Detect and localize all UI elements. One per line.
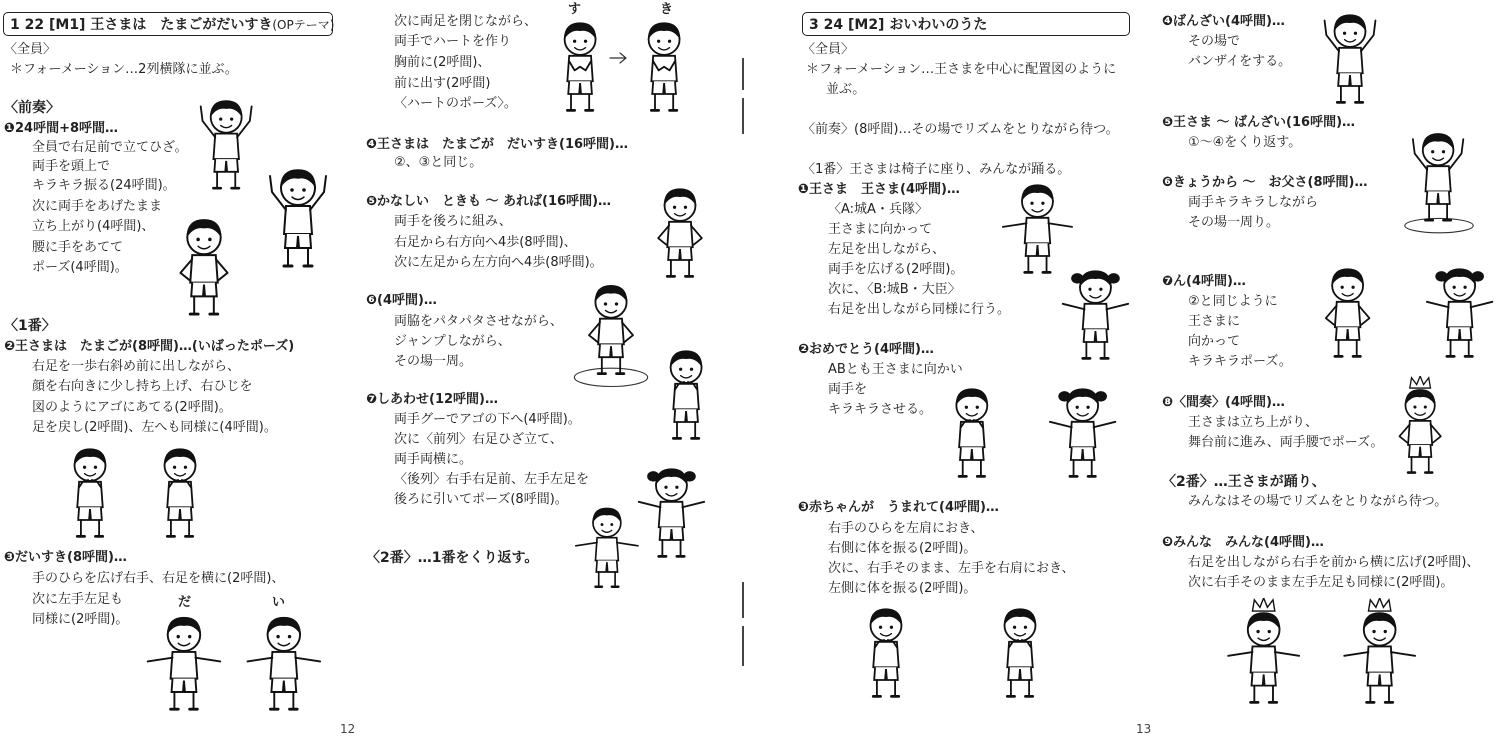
text-line: キラキラさせる。 [828, 402, 933, 417]
text-line: その場一周。 [394, 354, 473, 369]
text-line: 両手グーでアゴの下へ(4呼間)。 [394, 412, 581, 427]
text-line: 王さまは立ち上がり、 [1188, 415, 1319, 430]
all-label: 〈全員〉 [4, 42, 57, 57]
text-line: 両手を広げる(2呼間)。 [828, 262, 964, 277]
text-line: 立ち上がり(4呼間)、 [32, 219, 155, 234]
text-line: 次に両手をあげたまま [32, 199, 163, 214]
child-figure-icon [188, 90, 268, 190]
step7-heading: ❼ん(4呼間)… [1162, 274, 1246, 289]
text-line: 次に〈前列〉右足ひざ立て、 [394, 432, 563, 447]
gutter-mark [742, 98, 744, 134]
text-line: 前に出す(2呼間) [394, 76, 491, 91]
page-number: 12 [340, 722, 356, 736]
girl-figure-icon [1034, 380, 1124, 480]
gutter-mark [742, 626, 744, 666]
text-line: 王さまに向かって [828, 222, 933, 237]
child-figure-icon [138, 608, 228, 713]
step1-heading: ❶24呼間+8呼間… [4, 121, 119, 136]
text-line: 手のひらを広げ右手、右足を横に(2呼間)、 [32, 571, 285, 586]
motion-arrow-icon [608, 48, 632, 68]
text-line: 両手キラキラしながら [1188, 195, 1319, 210]
verse1-heading: 〈1番〉 [4, 318, 56, 334]
title-sub: (OPテーマ) [272, 18, 335, 32]
step9-heading: ❾みんな みんな(4呼間)… [1162, 535, 1324, 550]
child-figure-icon [630, 14, 700, 114]
step3-heading: ❸だいすき(8呼間)… [4, 550, 127, 565]
text-line: その場一周り。 [1188, 215, 1280, 230]
text-line: みんなはその場でリズムをとりながら待つ。 [1188, 494, 1448, 509]
step6-heading: ❻(4呼間)… [366, 293, 437, 308]
page-number: 13 [1136, 722, 1152, 736]
crowned-king-figure-icon [1386, 376, 1456, 476]
verse2-note: 〈2番〉…1番をくり返す。 [366, 550, 539, 566]
girl-figure-icon [1040, 262, 1140, 362]
child-figure-icon [164, 210, 244, 318]
text-line: 腰に手をあてて [32, 240, 124, 255]
child-figure-icon [566, 282, 656, 392]
text-line: 両手を [828, 382, 868, 397]
text-line: 次に両足を閉じながら、 [394, 14, 538, 29]
child-figure-icon [258, 160, 338, 270]
gutter-mark [742, 58, 744, 90]
figure-label: す [568, 2, 582, 17]
text-line: 次に左足から左方向へ4歩(8呼間)。 [394, 255, 603, 270]
figure-label: だ [178, 595, 192, 610]
text-line: 左側に体を振る(2呼間)。 [828, 581, 977, 596]
section-title-m2 [802, 12, 1130, 36]
text-line: 右足から右方向へ4歩(8呼間)、 [394, 235, 577, 250]
step3-heading: ❸赤ちゃんが うまれて(4呼間)… [798, 500, 999, 515]
figure-label: い [272, 595, 286, 610]
child-figure-icon [846, 600, 926, 700]
child-figure-icon [546, 14, 616, 114]
child-figure-icon [640, 180, 720, 280]
text-line: ②と同じように [1188, 294, 1278, 309]
all-label: 〈全員〉 [802, 42, 855, 57]
text-line: 後ろに引いてポーズ(8呼間)。 [394, 492, 568, 507]
verse1-note: 〈1番〉王さまは椅子に座り、みんなが踊る。 [802, 162, 1071, 177]
crowned-king-figure-icon [1204, 598, 1314, 708]
text-line: キラキラ振る(24呼間)。 [32, 178, 176, 193]
step8-heading: ❽〈間奏〉(4呼間)… [1162, 395, 1285, 410]
text-line: 次に、〈B:城B・大臣〉 [828, 282, 961, 297]
title-main: [M1] 王さまは たまごがだいすき [48, 17, 273, 33]
text-line: 次に右手そのまま左手左足も同様に(2呼間)。 [1188, 575, 1454, 590]
text-line: 右足を一歩右斜め前に出しながら、 [32, 359, 241, 374]
figure-label: き [660, 2, 674, 17]
child-figure-icon [140, 440, 220, 540]
step4-heading: ❹王さまは たまごが だいすき(16呼間)… [366, 137, 628, 152]
text-line: ABとも王さまに向かい [828, 362, 963, 377]
text-line: 顔を右向きに少し持ち上げ、右ひじを [32, 379, 253, 394]
prelude-heading: 〈前奏〉 [4, 100, 60, 116]
text-line: 両手を後ろに組み、 [394, 214, 512, 229]
text-line: 胸前に(2呼間)、 [394, 55, 491, 70]
child-figure-icon [652, 342, 722, 442]
text-line: 次に左手左足も [32, 592, 124, 607]
child-figure-icon [930, 380, 1010, 480]
child-figure-icon [230, 608, 330, 713]
child-figure-icon [980, 600, 1060, 700]
section-title-m1 [3, 12, 333, 36]
text-line: 右足を出しながら同様に行う。 [828, 302, 1011, 317]
step5-heading: ❺かなしい ときも ～ あれば(16呼間)… [366, 194, 612, 209]
text-line: 右側に体を振る(2呼間)。 [828, 541, 977, 556]
text-line: 〈ハートのポーズ〉。 [394, 96, 517, 111]
text-line: 右足を出しながら右手を前から横に広げ(2呼間)、 [1188, 555, 1480, 570]
text-line: 左足を出しながら、 [828, 242, 946, 257]
text-line: 全員で右足前で立てひざ。 [32, 140, 188, 155]
text-line: 両脇をパタパタさせながら、 [394, 314, 563, 329]
step7-heading: ❼しあわせ(12呼間)… [366, 392, 498, 407]
formation-note: ＊フォーメーション…2列横隊に並ぶ。 [10, 62, 238, 77]
verse2-note: 〈2番〉…王さまが踊り、 [1162, 474, 1326, 490]
text-line: 〈A:城A・兵隊〉 [828, 202, 928, 217]
text-line: 両手でハートを作り [394, 34, 512, 49]
child-figure-icon [1304, 260, 1384, 360]
step2-heading: ❷おめでとう(4呼間)… [798, 342, 934, 357]
text-line: 両手を頭上で [32, 159, 111, 174]
text-line: ①～④をくり返す。 [1188, 135, 1302, 150]
text-line: 右手のひらを左肩におき、 [828, 521, 984, 536]
child-figure-icon [1394, 132, 1484, 240]
step4-heading: ❹ばんざい(4呼間)… [1162, 14, 1285, 29]
text-line: ②、③と同じ。 [394, 155, 483, 170]
text-line: 舞台前に進み、両手腰でポーズ。 [1188, 435, 1384, 450]
child-figure-icon [982, 176, 1082, 276]
track-number: 1 22 [10, 17, 45, 33]
girl-figure-icon [1414, 260, 1498, 360]
text-line: キラキラポーズ。 [1188, 354, 1292, 369]
step1-heading: ❶王さま 王さま(4呼間)… [798, 182, 960, 197]
title-main: [M2] おいわいのうた [847, 17, 988, 33]
text-line: 両手両横に。 [394, 452, 473, 467]
child-figure-icon [1310, 6, 1390, 106]
text-line: その場で [1188, 34, 1241, 49]
text-line: 並ぶ。 [826, 82, 866, 97]
text-line: バンザイをする。 [1188, 54, 1292, 69]
text-line: ジャンプしながら、 [394, 334, 511, 349]
prelude-note: 〈前奏〉(8呼間)…その場でリズムをとりながら待つ。 [802, 122, 1119, 137]
text-line: ポーズ(4呼間)。 [32, 260, 128, 275]
step5-heading: ❺王さま ～ ばんざい(16呼間)… [1162, 115, 1356, 130]
text-line: 次に、右手そのまま、左手を右肩におき、 [828, 561, 1075, 576]
text-line: ＊フォーメーション…王さまを中心に配置図のように [806, 62, 1117, 77]
text-line: 図のようにアゴにあてる(2呼間)。 [32, 400, 232, 415]
child-figure-icon [50, 440, 130, 540]
step6-heading: ❻きょうから ～ お父さ(8呼間)… [1162, 175, 1368, 190]
text-line: 同様に(2呼間)。 [32, 612, 129, 627]
text-line: 向かって [1188, 334, 1241, 349]
text-line: 〈後列〉右手右足前、左手左足を [394, 472, 590, 487]
crowned-king-figure-icon [1320, 598, 1430, 708]
text-line: 王さまに [1188, 314, 1241, 329]
girl-figure-icon [626, 460, 706, 560]
track-number: 3 24 [809, 17, 844, 33]
text-line: 足を戻し(2呼間)、左へも同様に(4呼間)。 [32, 420, 277, 435]
step2-heading: ❷王さまは たまごが(8呼間)…(いばったポーズ) [4, 339, 295, 354]
gutter-mark [742, 582, 744, 618]
